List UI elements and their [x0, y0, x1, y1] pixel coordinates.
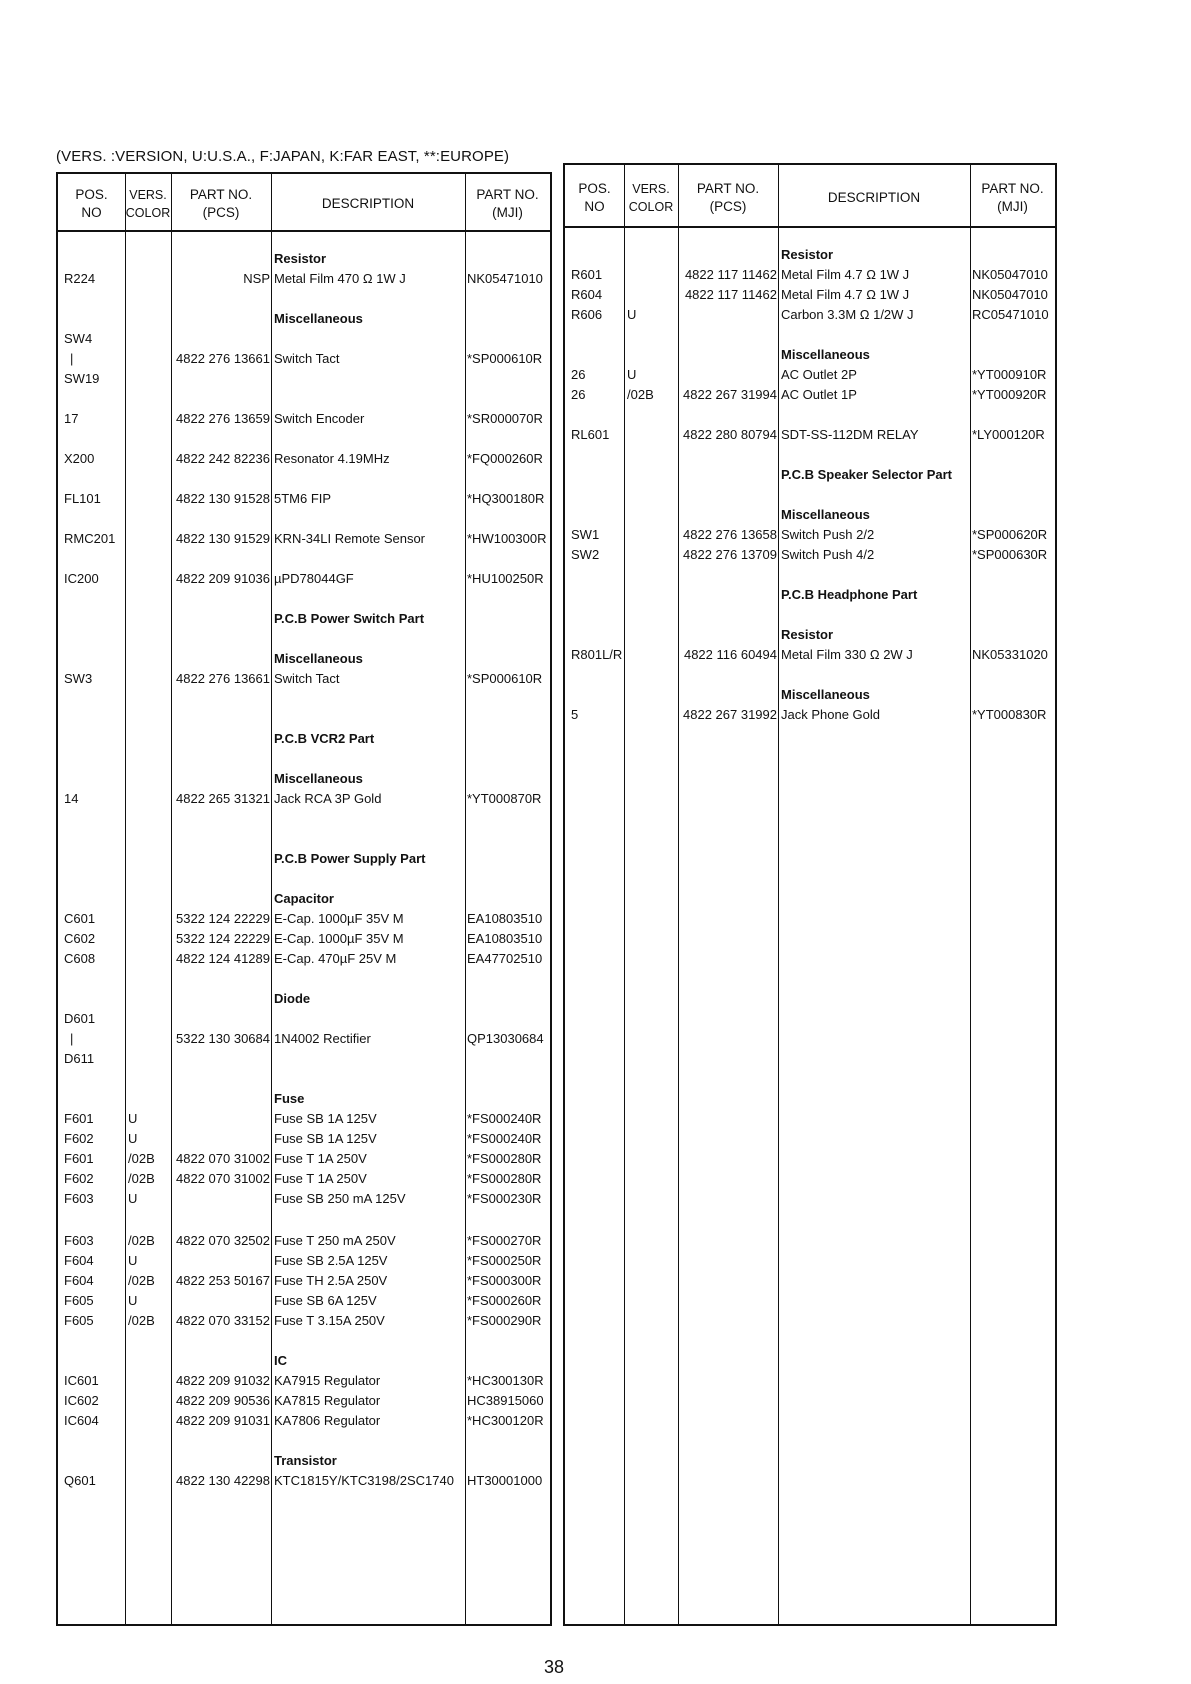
cell-pos: Q601	[64, 1473, 96, 1488]
cell-mji: *FS000290R	[467, 1313, 542, 1328]
section-title: Miscellaneous	[274, 311, 363, 326]
cell-mji: *FQ000260R	[467, 451, 543, 466]
cell-mji: *FS000240R	[467, 1111, 542, 1126]
cell-pos: D601	[64, 1011, 96, 1026]
table-row	[58, 669, 550, 689]
cell-pos: 14	[64, 791, 79, 806]
cell-mji: *FS000250R	[467, 1253, 542, 1268]
section-heading-row	[565, 505, 1055, 525]
cell-pcs: 4822 117 11462	[684, 267, 777, 282]
header-pos-line2: NO	[81, 205, 102, 220]
header-pos	[565, 180, 624, 216]
cell-mji: *FS000270R	[467, 1233, 542, 1248]
cell-pcs: 4822 276 13661	[176, 671, 270, 686]
cell-vers: U	[128, 1253, 138, 1268]
cell-pos: 5	[571, 707, 579, 722]
cell-pos: X200	[64, 451, 95, 466]
table-row	[58, 1251, 550, 1271]
section-heading-row	[58, 309, 550, 329]
table-row	[565, 385, 1055, 405]
table-row	[58, 1231, 550, 1251]
table-row	[58, 1149, 550, 1169]
cell-pos: FL101	[64, 491, 101, 506]
cell-pcs: 4822 265 31321	[176, 791, 270, 806]
table-row	[565, 365, 1055, 385]
section-title: Capacitor	[274, 891, 334, 906]
cell-desc: KA7806 Regulator	[274, 1413, 381, 1428]
cell-desc: Fuse T 3.15A 250V	[274, 1313, 385, 1328]
cell-desc: Fuse T 1A 250V	[274, 1151, 367, 1166]
table-row	[58, 1009, 550, 1029]
table-row	[58, 1129, 550, 1149]
cell-desc: Switch Push 2/2	[781, 527, 875, 542]
section-title: Fuse	[274, 1091, 305, 1106]
cell-pos: R606	[571, 307, 603, 322]
section-heading-row	[58, 729, 550, 749]
cell-pos: F602	[64, 1171, 94, 1186]
cell-pos: R604	[571, 287, 603, 302]
cell-desc: Fuse SB 6A 125V	[274, 1293, 377, 1308]
cell-desc: KA7815 Regulator	[274, 1393, 381, 1408]
cell-desc: 1N4002 Rectifier	[274, 1031, 371, 1046]
cell-pos: C601	[64, 911, 96, 926]
cell-desc: Fuse SB 1A 125V	[274, 1111, 377, 1126]
section-heading-row	[565, 245, 1055, 265]
cell-desc: Metal Film 4.7 Ω 1W J	[781, 287, 910, 302]
cell-pos: F603	[64, 1191, 94, 1206]
table-row	[58, 949, 550, 969]
cell-desc: µPD78044GF	[274, 571, 354, 586]
table-row	[565, 285, 1055, 305]
cell-pos: SW19	[64, 371, 100, 386]
cell-desc: Fuse SB 1A 125V	[274, 1131, 377, 1146]
cell-desc: AC Outlet 1P	[781, 387, 857, 402]
table-row	[58, 1189, 550, 1209]
cell-mji: *SR000070R	[467, 411, 543, 426]
table-row	[58, 789, 550, 809]
table-row	[58, 529, 550, 549]
section-title: Miscellaneous	[781, 507, 870, 522]
cell-desc: Fuse TH 2.5A 250V	[274, 1273, 388, 1288]
cell-pos: F605	[64, 1313, 94, 1328]
header-vers-line2: COLOR	[628, 200, 674, 214]
cell-desc: Fuse T 1A 250V	[274, 1171, 367, 1186]
cell-desc: Metal Film 330 Ω 2W J	[781, 647, 913, 662]
header-description-text: DESCRIPTION	[321, 196, 415, 211]
section-title: Miscellaneous	[781, 347, 870, 362]
cell-mji: *YT000870R	[467, 791, 542, 806]
cell-pcs: 4822 276 13661	[176, 351, 270, 366]
section-heading-row	[565, 625, 1055, 645]
section-title: P.C.B Headphone Part	[781, 587, 918, 602]
cell-desc: Switch Push 4/2	[781, 547, 875, 562]
cell-mji: *FS000300R	[467, 1273, 542, 1288]
section-title: Resistor	[274, 251, 327, 266]
cell-desc: KRN-34LI Remote Sensor	[274, 531, 426, 546]
cell-mji: *HU100250R	[467, 571, 544, 586]
section-title: Miscellaneous	[274, 651, 363, 666]
header-vers-line2: COLOR	[125, 206, 171, 220]
cell-desc: Resonator 4.19MHz	[274, 451, 390, 466]
table-row	[58, 409, 550, 429]
cell-mji: EA10803510	[467, 931, 543, 946]
cell-pos: F605	[64, 1293, 94, 1308]
cell-mji: *YT000920R	[972, 387, 1047, 402]
table-row	[58, 1471, 550, 1491]
section-title: P.C.B Speaker Selector Part	[781, 467, 953, 482]
cell-vers: /02B	[128, 1273, 155, 1288]
page-number: 38	[544, 1657, 565, 1677]
table-row	[58, 1169, 550, 1189]
section-title: P.C.B VCR2 Part	[274, 731, 375, 746]
section-heading-row	[58, 1351, 550, 1371]
cell-desc: Fuse SB 2.5A 125V	[274, 1253, 388, 1268]
cell-pcs: 4822 209 90536	[176, 1393, 270, 1408]
section-title: Resistor	[781, 627, 834, 642]
cell-pos: SW4	[64, 331, 93, 346]
cell-desc: E-Cap. 1000µF 35V M	[274, 911, 404, 926]
cell-desc: E-Cap. 1000µF 35V M	[274, 931, 404, 946]
header-description-text: DESCRIPTION	[827, 190, 921, 205]
cell-pos: C602	[64, 931, 96, 946]
cell-mji: *FS000240R	[467, 1131, 542, 1146]
cell-mji: QP13030684	[467, 1031, 544, 1046]
cell-pos: F604	[64, 1253, 94, 1268]
cell-mji: NK05047010	[972, 287, 1048, 302]
cell-pos: IC604	[64, 1413, 99, 1428]
header-description	[271, 195, 465, 213]
cell-mji: *FS000280R	[467, 1151, 542, 1166]
cell-vers: U	[128, 1111, 138, 1126]
cell-mji: *YT000910R	[972, 367, 1047, 382]
table-row	[58, 569, 550, 589]
cell-mji: *LY000120R	[972, 427, 1045, 442]
cell-mji: EA47702510	[467, 951, 543, 966]
cell-desc: Metal Film 470 Ω 1W J	[274, 271, 406, 286]
section-title: Resistor	[781, 247, 834, 262]
cell-mji: HT30001000	[467, 1473, 543, 1488]
header-vers-line1: VERS.	[129, 188, 167, 202]
cell-pos: F603	[64, 1233, 94, 1248]
cell-pcs: 5322 124 22229	[176, 911, 270, 926]
table-row	[58, 1411, 550, 1431]
header-partno-line2: (PCS)	[709, 199, 747, 214]
cell-vers: U	[627, 367, 637, 382]
cell-desc: Jack Phone Gold	[781, 707, 881, 722]
cell-pos: 26	[571, 367, 586, 382]
cell-pcs: 4822 209 91032	[176, 1373, 270, 1388]
header-mji-line1: PART NO.	[476, 187, 539, 202]
header-pos-line1: POS.	[75, 187, 108, 202]
table-row	[58, 1291, 550, 1311]
cell-desc: Jack RCA 3P Gold	[274, 791, 382, 806]
cell-mji: *HW100300R	[467, 531, 547, 546]
section-title: Miscellaneous	[274, 771, 363, 786]
header-mji-line1: PART NO.	[981, 181, 1044, 196]
section-heading-row	[565, 585, 1055, 605]
header-divider	[58, 230, 550, 232]
cell-vers: /02B	[128, 1313, 155, 1328]
cell-pos: SW2	[571, 547, 600, 562]
cell-vers: U	[128, 1131, 138, 1146]
cell-pos: 26	[571, 387, 586, 402]
section-heading-row	[58, 849, 550, 869]
cell-mji: *YT000830R	[972, 707, 1047, 722]
cell-pcs: 4822 276 13659	[176, 411, 270, 426]
section-heading-row	[58, 249, 550, 269]
cell-pcs: 4822 253 50167	[176, 1273, 270, 1288]
table-row	[565, 705, 1055, 725]
section-heading-row	[58, 649, 550, 669]
cell-mji: *SP000610R	[467, 671, 543, 686]
cell-vers: /02B	[627, 387, 654, 402]
cell-pcs: 4822 130 42298	[176, 1473, 270, 1488]
header-divider	[565, 226, 1055, 228]
cell-desc: Switch Encoder	[274, 411, 365, 426]
cell-desc: KTC1815Y/KTC3198/2SC1740	[274, 1473, 454, 1488]
cell-pos: D611	[64, 1051, 95, 1066]
cell-pos: 17	[64, 411, 79, 426]
header-partno-mji	[970, 180, 1055, 216]
cell-pos: |	[70, 1031, 74, 1046]
section-heading-row	[58, 609, 550, 629]
table-row	[58, 1029, 550, 1049]
section-heading-row	[58, 889, 550, 909]
section-heading-row	[565, 685, 1055, 705]
cell-mji: NK05331020	[972, 647, 1048, 662]
cell-pcs: 4822 130 91528	[176, 491, 270, 506]
cell-pcs: 4822 130 91529	[176, 531, 270, 546]
cell-pos: SW1	[571, 527, 600, 542]
header-partno-pcs	[171, 186, 271, 222]
table-row	[565, 265, 1055, 285]
section-heading-row	[58, 989, 550, 1009]
table-row	[58, 449, 550, 469]
cell-mji: *SP000610R	[467, 351, 543, 366]
cell-pcs: 4822 267 31992	[683, 707, 777, 722]
cell-mji: *HC300130R	[467, 1373, 544, 1388]
table-row	[565, 305, 1055, 325]
cell-pos: F604	[64, 1273, 94, 1288]
cell-pos: R601	[571, 267, 603, 282]
header-description	[778, 189, 970, 207]
cell-vers: U	[128, 1293, 138, 1308]
cell-desc: Fuse T 250 mA 250V	[274, 1233, 396, 1248]
cell-pcs: 4822 280 80794	[683, 427, 777, 442]
section-heading-row	[565, 465, 1055, 485]
cell-pos: R801L/R	[571, 647, 623, 662]
header-vers-line1: VERS.	[632, 182, 670, 196]
cell-mji: RC05471010	[972, 307, 1049, 322]
cell-pcs: 4822 276 13709	[683, 547, 777, 562]
cell-pos: RL601	[571, 427, 610, 442]
cell-pcs: 4822 070 32502	[176, 1233, 270, 1248]
table-row	[58, 369, 550, 389]
table-row	[58, 1311, 550, 1331]
cell-pos: IC601	[64, 1373, 99, 1388]
header-pos	[58, 186, 125, 222]
cell-pcs: 5322 124 22229	[176, 931, 270, 946]
cell-pos: IC602	[64, 1393, 99, 1408]
cell-pcs: 4822 070 31002	[176, 1171, 270, 1186]
cell-mji: EA10803510	[467, 911, 543, 926]
cell-pos: F602	[64, 1131, 94, 1146]
header-partno-line2: (PCS)	[202, 205, 240, 220]
cell-vers: U	[627, 307, 637, 322]
cell-pcs: 4822 116 60494	[683, 647, 777, 662]
cell-pcs: 4822 267 31994	[683, 387, 777, 402]
table-row	[565, 645, 1055, 665]
cell-vers: /02B	[128, 1233, 155, 1248]
table-row	[58, 329, 550, 349]
cell-desc: Switch Tact	[274, 351, 340, 366]
table-row	[565, 545, 1055, 565]
section-title: Transistor	[274, 1453, 337, 1468]
table-row	[58, 349, 550, 369]
cell-mji: *SP000620R	[972, 527, 1048, 542]
section-heading-row	[58, 1451, 550, 1471]
table-row	[58, 1391, 550, 1411]
cell-vers: U	[128, 1191, 138, 1206]
table-row	[58, 1371, 550, 1391]
cell-mji: *FS000230R	[467, 1191, 542, 1206]
header-partno-pcs	[678, 180, 778, 216]
header-mji-line2: (MJI)	[997, 199, 1028, 214]
cell-vers: /02B	[128, 1151, 155, 1166]
parts-table-right	[563, 163, 1057, 1626]
header-partno-line1: PART NO.	[696, 181, 760, 196]
cell-pcs: 4822 242 82236	[176, 451, 270, 466]
cell-pcs: 4822 070 33152	[176, 1313, 270, 1328]
cell-pos: R224	[64, 271, 96, 286]
table-row	[58, 1109, 550, 1129]
cell-pos: |	[70, 351, 74, 366]
table-row	[58, 1049, 550, 1069]
parts-table-left	[56, 172, 552, 1626]
cell-pos: RMC201	[64, 531, 116, 546]
cell-mji: NK05471010	[467, 271, 543, 286]
cell-mji: *HC300120R	[467, 1413, 544, 1428]
header-pos-line1: POS.	[578, 181, 611, 196]
cell-pcs: 5322 130 30684	[176, 1031, 270, 1046]
table-row	[58, 1271, 550, 1291]
header-pos-line2: NO	[584, 199, 605, 214]
section-title: P.C.B Power Switch Part	[274, 611, 425, 626]
header-mji-line2: (MJI)	[492, 205, 523, 220]
section-title: IC	[274, 1353, 287, 1368]
cell-mji: *FS000260R	[467, 1293, 542, 1308]
cell-desc: 5TM6 FIP	[274, 491, 332, 506]
cell-pcs: 4822 209 91031	[176, 1413, 270, 1428]
cell-pcs: 4822 209 91036	[176, 571, 270, 586]
cell-mji: *SP000630R	[972, 547, 1048, 562]
table-row	[58, 909, 550, 929]
section-title: Miscellaneous	[781, 687, 870, 702]
cell-desc: SDT-SS-112DM RELAY	[781, 427, 919, 442]
version-legend: (VERS. :VERSION, U:U.S.A., F:JAPAN, K:FAR EAST, **:EUROPE)	[56, 148, 510, 165]
cell-mji: NK05047010	[972, 267, 1048, 282]
cell-desc: Switch Tact	[274, 671, 340, 686]
cell-pos: SW3	[64, 671, 93, 686]
cell-desc: KA7915 Regulator	[274, 1373, 381, 1388]
cell-pos: F601	[64, 1151, 94, 1166]
table-row	[565, 425, 1055, 445]
section-heading-row	[58, 1089, 550, 1109]
cell-desc: AC Outlet 2P	[781, 367, 857, 382]
section-heading-row	[565, 345, 1055, 365]
cell-mji: HC38915060	[467, 1393, 544, 1408]
table-row	[58, 929, 550, 949]
cell-pos: IC200	[64, 571, 99, 586]
section-title: P.C.B Power Supply Part	[274, 851, 426, 866]
cell-pcs: 4822 276 13658	[683, 527, 777, 542]
section-heading-row	[58, 769, 550, 789]
header-vers	[125, 186, 171, 222]
cell-mji: *HQ300180R	[467, 491, 545, 506]
table-row	[58, 269, 550, 289]
section-title: Diode	[274, 991, 311, 1006]
cell-pcs: 4822 070 31002	[176, 1151, 270, 1166]
cell-desc: E-Cap. 470µF 25V M	[274, 951, 397, 966]
table-row	[58, 489, 550, 509]
cell-pcs: 4822 117 11462	[684, 287, 777, 302]
table-row	[565, 525, 1055, 545]
cell-mji: *FS000280R	[467, 1171, 542, 1186]
header-partno-mji	[465, 186, 550, 222]
cell-desc: Metal Film 4.7 Ω 1W J	[781, 267, 910, 282]
cell-desc: Fuse SB 250 mA 125V	[274, 1191, 406, 1206]
cell-pcs: NSP	[243, 271, 270, 286]
cell-pos: C608	[64, 951, 96, 966]
cell-pos: F601	[64, 1111, 94, 1126]
cell-pcs: 4822 124 41289	[176, 951, 270, 966]
cell-vers: /02B	[128, 1171, 155, 1186]
cell-desc: Carbon 3.3M Ω 1/2W J	[781, 307, 914, 322]
header-partno-line1: PART NO.	[189, 187, 253, 202]
header-vers	[624, 180, 678, 216]
